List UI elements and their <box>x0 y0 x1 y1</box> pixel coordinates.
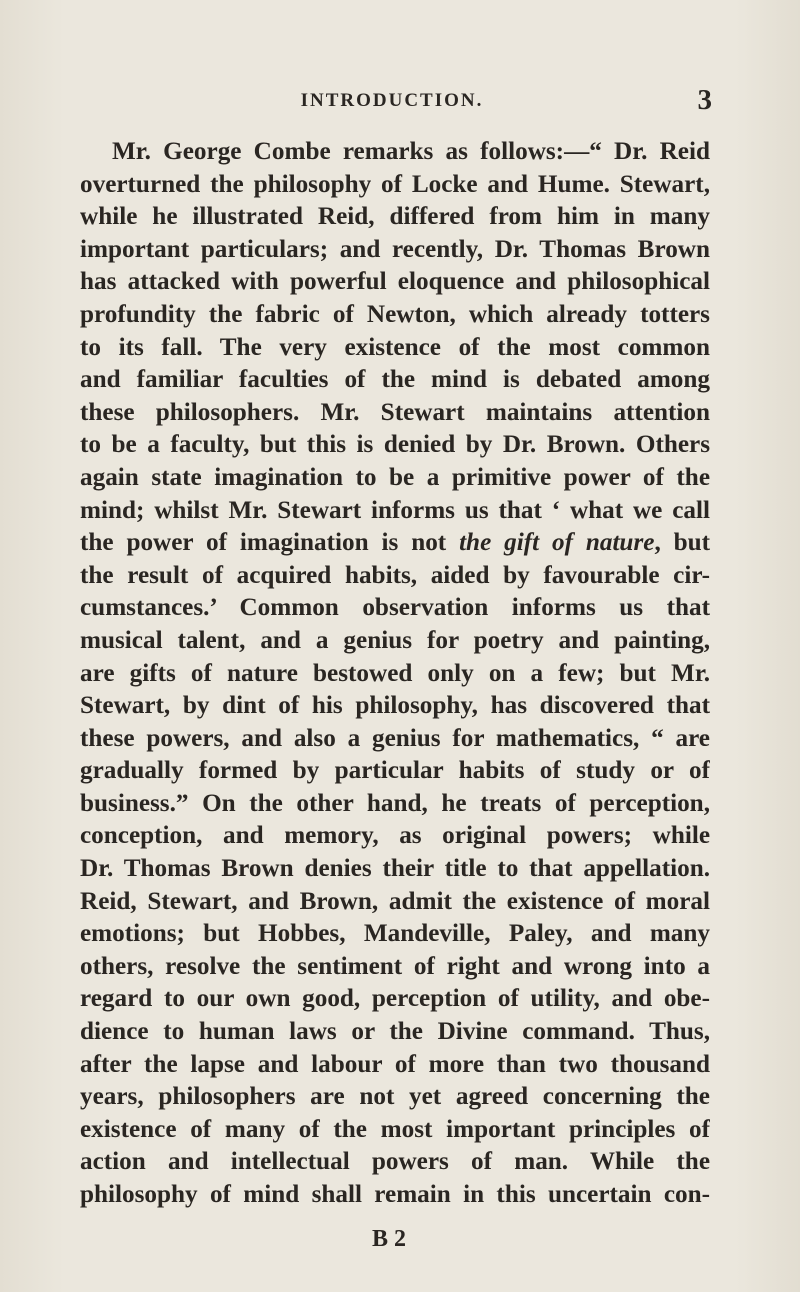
text-line: musical talent, and a genius for poetry and painting, <box>80 626 710 654</box>
page-number: 3 <box>697 84 712 116</box>
text-line: regard to our own good, perception of utility, and obe- <box>80 985 710 1013</box>
text-line: and familiar faculties of the mind is debated among <box>80 366 710 394</box>
text-line: profundity the fabric of Newton, which already totters <box>80 300 710 328</box>
text-line: cumstances.’ Common observation informs us that <box>80 594 710 622</box>
running-title: INTRODUCTION. <box>300 90 484 111</box>
text-line: while he illustrated Reid, differed from him in many <box>80 203 710 231</box>
emphasis: the gift of nature <box>459 529 655 557</box>
text-line: the result of acquired habits, aided by favourable cir- <box>80 561 710 589</box>
text-line: important particulars; and recently, Dr. Thomas Brown <box>80 235 710 263</box>
text-line: are gifts of nature bestowed only on a few; but Mr. <box>80 659 710 687</box>
text-line: others, resolve the sentiment of right and wrong into a <box>80 952 710 980</box>
text-line: has attacked with powerful eloquence and philosophical <box>80 268 710 296</box>
text-line: these philosophers. Mr. Stewart maintains attention <box>80 398 710 426</box>
body-paragraph <box>80 136 710 1212</box>
text-line: gradually formed by particular habits of study or of <box>80 757 710 785</box>
text-line: mind; whilst Mr. Stewart informs us that ‘ what we call <box>80 496 710 524</box>
text-line: Reid, Stewart, and Brown, admit the existence of moral <box>80 887 710 915</box>
text-line: after the lapse and labour of more than two thousand <box>80 1050 710 1078</box>
text-line: action and intellectual powers of man. While the <box>80 1148 710 1176</box>
text-line: Mr. George Combe remarks as follows:—“ Dr. Reid <box>112 138 710 165</box>
text-line: Dr. Thomas Brown denies their title to that appellation. <box>80 855 710 883</box>
text-line: dience to human laws or the Divine command. Thus, <box>80 1018 710 1046</box>
text-line: to its fall. The very existence of the most common <box>80 333 710 361</box>
text-line: years, philosophers are not yet agreed concerning the <box>80 1083 710 1111</box>
text-line: again state imagination to be a primitive power of the <box>80 463 710 491</box>
running-head <box>72 84 712 120</box>
signature-mark: B 2 <box>372 1226 407 1252</box>
text-line: overturned the philosophy of Locke and Hume. Stewart, <box>80 170 710 198</box>
text-line: philosophy of mind shall remain in this uncertain con- <box>80 1181 710 1208</box>
text-line: emotions; but Hobbes, Mandeville, Paley, and many <box>80 920 710 948</box>
text-line: conception, and memory, as original powers; while <box>80 822 710 850</box>
text-line: these powers, and also a genius for mathematics, “ are <box>80 724 710 752</box>
text-line: to be a faculty, but this is denied by Dr. Brown. Others <box>80 431 710 459</box>
text-line: existence of many of the most important principles of <box>80 1115 710 1143</box>
text-line: business.” On the other hand, he treats of perception, <box>80 789 710 817</box>
text-line: the power of imagination is not the gift of nature, but <box>80 529 710 557</box>
text-line: Stewart, by dint of his philosophy, has discovered that <box>80 692 710 720</box>
